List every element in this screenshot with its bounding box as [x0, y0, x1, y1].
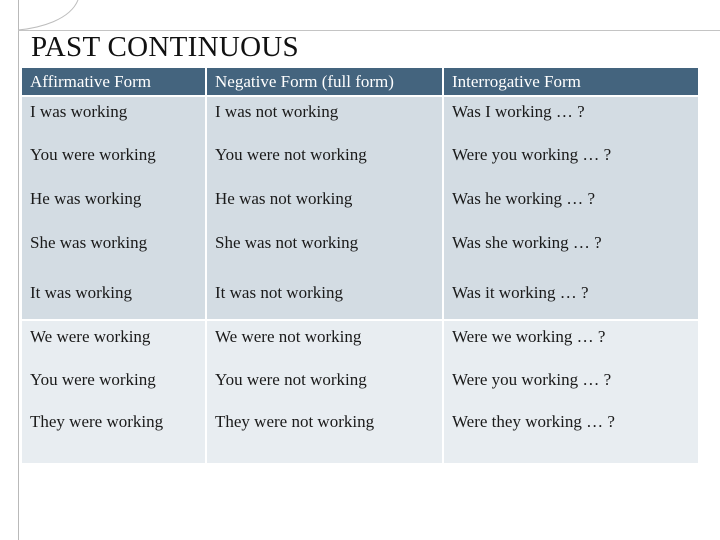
interrogative-cell: Were you working … ?: [443, 364, 698, 408]
negative-cell: I was not working: [206, 96, 443, 139]
affirmative-cell: It was working: [22, 271, 206, 320]
table-row: [22, 320, 698, 364]
table-row: [22, 183, 698, 227]
table-header-row: [22, 68, 698, 96]
affirmative-cell: I was working: [22, 96, 206, 139]
plural-group: [22, 320, 698, 463]
affirmative-cell: She was working: [22, 227, 206, 271]
negative-cell: They were not working: [206, 408, 443, 463]
table-row: [22, 227, 698, 271]
frame-vertical-line: [18, 0, 19, 540]
table-row: [22, 96, 698, 139]
affirmative-cell: He was working: [22, 183, 206, 227]
table-row: [22, 271, 698, 320]
interrogative-cell: Were you working … ?: [443, 139, 698, 183]
header-interrogative: Interrogative Form: [443, 68, 698, 96]
negative-cell: It was not working: [206, 271, 443, 320]
interrogative-cell: Were they working … ?: [443, 408, 698, 463]
affirmative-cell: They were working: [22, 408, 206, 463]
conjugation-table: [22, 68, 698, 463]
affirmative-cell: You were working: [22, 364, 206, 408]
interrogative-cell: Was I working … ?: [443, 96, 698, 139]
page-title: PAST CONTINUOUS: [31, 31, 299, 63]
header-negative: Negative Form (full form): [206, 68, 443, 96]
singular-group: [22, 96, 698, 320]
affirmative-cell: We were working: [22, 320, 206, 364]
interrogative-cell: Were we working … ?: [443, 320, 698, 364]
table-row: [22, 408, 698, 463]
affirmative-cell: You were working: [22, 139, 206, 183]
negative-cell: You were not working: [206, 364, 443, 408]
negative-cell: She was not working: [206, 227, 443, 271]
table-row: [22, 364, 698, 408]
negative-cell: He was not working: [206, 183, 443, 227]
interrogative-cell: Was it working … ?: [443, 271, 698, 320]
interrogative-cell: Was he working … ?: [443, 183, 698, 227]
negative-cell: We were not working: [206, 320, 443, 364]
table-row: [22, 139, 698, 183]
header-affirmative: Affirmative Form: [22, 68, 206, 96]
interrogative-cell: Was she working … ?: [443, 227, 698, 271]
negative-cell: You were not working: [206, 139, 443, 183]
